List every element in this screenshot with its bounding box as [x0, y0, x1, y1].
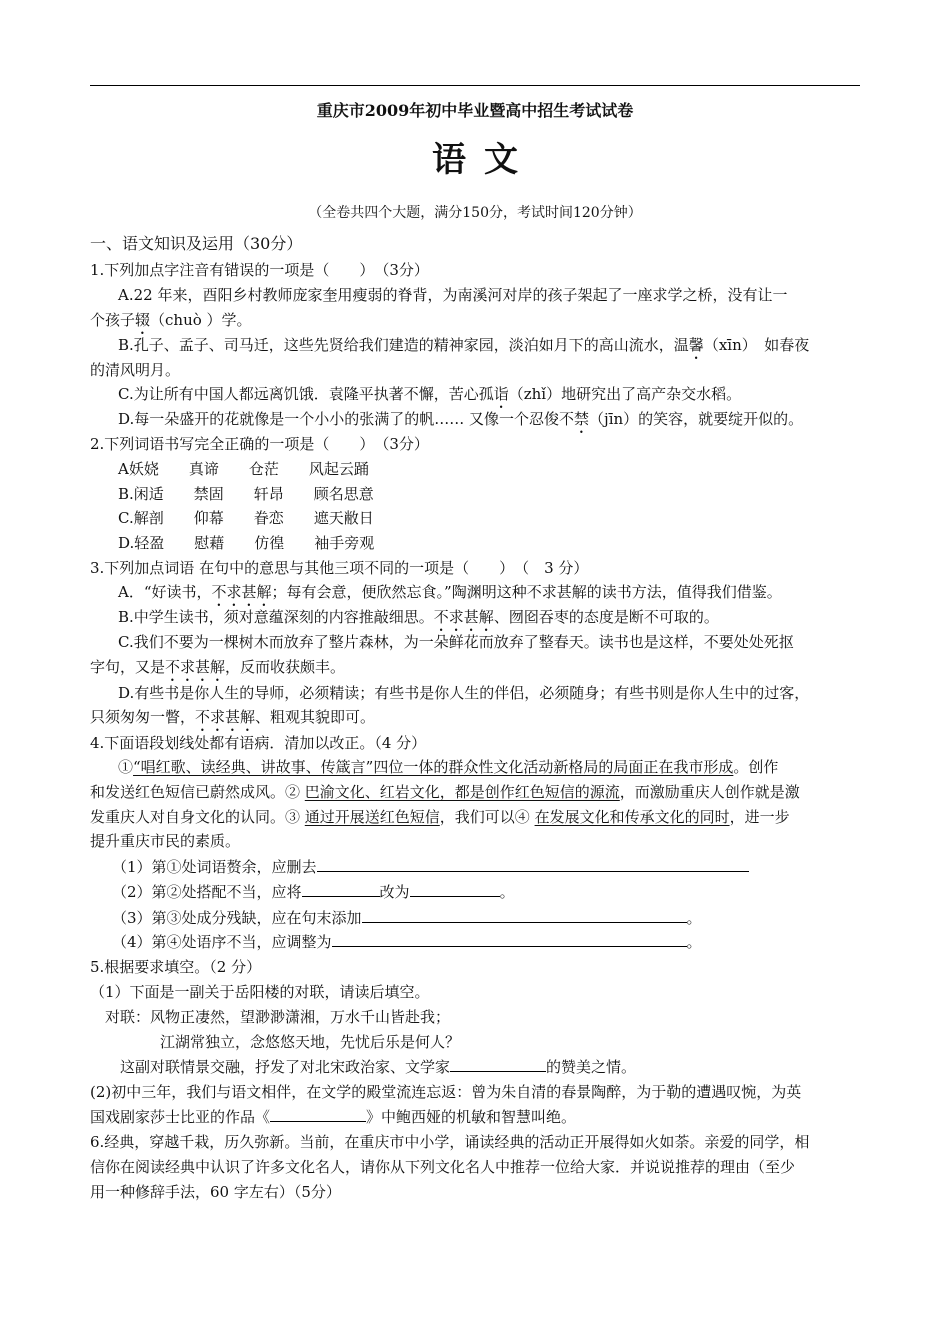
q4-stem: 4.下面语段划线处都有语病．清加以改正。（4 分）	[90, 734, 427, 752]
q4-passage-line2	[90, 782, 800, 802]
top-rule	[90, 85, 860, 86]
text: 国戏剧家莎士比亚的作品《	[90, 1108, 271, 1126]
answer-blank[interactable]	[450, 1057, 546, 1072]
text: 发重庆人对自身文化的认同。③	[90, 808, 305, 826]
text: （chuò ）学。	[150, 311, 252, 329]
text: 个孩子	[90, 311, 136, 329]
text: B.中学生读书，须对意蕴深刻的内容推敲细思。	[118, 608, 434, 626]
q4-passage-line4: 提升重庆市民的素质。	[90, 832, 241, 850]
text: 。创作	[733, 758, 779, 776]
q2-stem: 2.下列词语书写完全正确的一项是（ ） （3分）	[90, 435, 429, 453]
answer-blank[interactable]	[302, 882, 380, 897]
q4-sub2	[112, 882, 515, 902]
q2-option-a: A妖娆 真谛 仓茫 风起云踊	[118, 460, 369, 478]
subject-title: 语文	[432, 140, 536, 180]
text: 和发送红色短信已蔚然成风。②	[90, 783, 305, 801]
q3-option-a	[118, 582, 782, 610]
text: 改为	[379, 883, 410, 901]
q3-option-c-cont	[90, 657, 345, 685]
text: （2）第②处搭配不当，应将	[112, 883, 302, 901]
text: 这副对联情景交融，抒发了对北宋政治家、文学家	[120, 1058, 451, 1076]
text: C.为让所有中国人都远离饥饿．袁隆平执著不懈，苦心孤	[118, 385, 494, 403]
text: （4）第④处语序不当，应调整为	[112, 933, 332, 951]
text: （jīn）的笑容，就要绽开似的。	[589, 410, 804, 428]
dotted-word: 不求甚解	[195, 708, 256, 726]
q5-stem: 5.根据要求填空。（2 分）	[90, 958, 262, 976]
text: ，而激励重庆人创作就是激	[619, 783, 800, 801]
text: ，我们可以④	[439, 808, 535, 826]
q2-option-d: D.轻盈 慰藉 仿徨 袖手旁观	[118, 534, 375, 552]
q1-option-a: A.22 年来，酉阳乡村教师庞家奎用瘦弱的脊背，为南溪河对岸的孩子架起了一座求学之桥，没有让一	[118, 286, 788, 304]
q3-option-b	[118, 607, 719, 635]
q1-option-a-cont	[90, 310, 252, 338]
q6-line1: 6.经典，穿越千栽，历久弥新。当前，在重庆市中小学，诵读经典的活动正开展得如火如荼。亲爱的同学，相	[90, 1133, 810, 1151]
text: 》中鲍西娅的机敏和智慧叫绝。	[366, 1108, 577, 1126]
text: （3）第③处成分残缺，应在句末添加	[112, 909, 362, 927]
underlined-text: 通过开展送红色短信	[304, 808, 440, 826]
text: ，反而收获颇丰。	[225, 658, 346, 676]
text: 字句，又是	[90, 658, 166, 676]
text: ；每有会意，便欣然忘食。”陶渊明这种不求甚解的读书方法，值得我们借鉴。	[271, 583, 782, 601]
underlined-text: 在发展文化和传承文化的同时	[534, 808, 730, 826]
answer-blank[interactable]	[332, 932, 687, 947]
q3-option-d: D.有些书是你人生的导师，必须精读；有些书是你人生的伴侣，必须随身；有些书则是你人生中的过客，	[118, 684, 810, 702]
text: B.孔子、孟子、司马迁，这些先贤给我们建造的精神家园，淡泊如月下的高山流水，温	[118, 336, 689, 354]
q3-stem: 3.下列加点词语 在句中的意思与其他三项不同的一项是（ ） （ 3 分）	[90, 559, 589, 577]
q1-option-d	[118, 409, 803, 437]
text: （1）第①处词语赘余，应删去	[112, 858, 317, 876]
dotted-word: 不求甚解	[211, 583, 272, 601]
text: A．“好读书，	[118, 583, 212, 601]
q5-sub1: （1）下面是一副关于岳阳楼的对联，请读后填空。	[90, 983, 430, 1001]
section-title: 一、语文知识及运用（30分）	[90, 234, 303, 253]
answer-blank[interactable]	[410, 882, 500, 897]
underlined-text: 巴渝文化、红岩文化，都是创作红色短信的源流	[304, 783, 620, 801]
q5-sub2: (2)初中三年，我们与语文相伴，在文学的殿堂流连忘返：曾为朱自清的春景陶醉，为于勒的遭遇叹惋，为英	[90, 1083, 802, 1101]
q2-option-c: C.解剖 仰幕 眷恋 遮天敝日	[118, 509, 374, 527]
answer-blank[interactable]	[362, 908, 687, 923]
q2-option-b: B.闲适 禁固 轩昂 顾名思意	[118, 485, 374, 503]
answer-blank[interactable]	[270, 1107, 366, 1122]
q1-stem: 1.下列加点字注音有错误的一项是（ ） （3分）	[90, 261, 429, 279]
q1-option-c	[118, 384, 741, 412]
q5-fill-line	[120, 1057, 636, 1077]
exam-info: （全卷共四个大题，满分150分，考试时间120分钟）	[308, 205, 642, 221]
q4-sub4	[112, 932, 702, 952]
text: 。	[499, 883, 515, 901]
answer-blank[interactable]	[317, 857, 749, 872]
text: D.每一朵盛开的花就像是一个小小的张满了的帆…… 又像一个忍俊不	[118, 410, 575, 428]
q5-sub2-cont	[90, 1107, 576, 1127]
q3-option-d-cont	[90, 707, 375, 735]
text: 只须匆匆一瞥，	[90, 708, 196, 726]
text: 、粗观其貌即可。	[255, 708, 376, 726]
dotted-char: 诣	[493, 385, 509, 403]
dotted-word: 不求甚解	[165, 658, 226, 676]
q5-couplet-line2: 江湖常独立，念悠悠天地，先忧后乐是何人？	[160, 1033, 461, 1051]
exam-title: 重庆市2009年初中毕业暨高中招生考试试卷	[316, 101, 634, 120]
q1-option-b-cont: 的清风明月。	[90, 361, 181, 379]
q3-option-c: C.我们不要为一棵树木而放弃了整片森林，为一朵鲜花而放弃了整春天。读书也是这样，不要处处死抠	[118, 633, 794, 651]
text: （xīn） 如春夜	[703, 336, 810, 354]
text: 、囫囵吞枣的态度是断不可取的。	[493, 608, 719, 626]
text: 。	[686, 909, 702, 927]
q5-couplet-line1: 对联：风物正凄然，望渺渺潇湘，万水千山皆赴我；	[105, 1008, 451, 1026]
text: ①	[118, 758, 134, 776]
dotted-char: 禁	[574, 410, 590, 428]
q4-sub3	[112, 908, 702, 928]
q1-option-b	[118, 335, 809, 363]
text: 。	[686, 933, 702, 951]
q4-passage-line1	[118, 757, 778, 777]
underlined-text: “唱红歌、读经典、讲故事、传箴言”四位一体的群众性文化活动新格局的局面正在我市形成	[133, 758, 734, 776]
dotted-char: 辍	[135, 311, 151, 329]
q6-line2: 信你在阅读经典中认识了许多文化名人，请你从下列文化名人中推荐一位给大家．并说说推荐的理由（至少	[90, 1158, 796, 1176]
dotted-char: 馨	[688, 336, 704, 354]
text: 的赞美之情。	[546, 1058, 637, 1076]
text: （zhǐ）地研究出了高产杂交水稻。	[508, 385, 742, 403]
q4-sub1	[112, 857, 749, 877]
text: ，进一步	[729, 808, 790, 826]
dotted-word: 不求甚解	[433, 608, 494, 626]
q6-line3: 用一种修辞手法，60 字左右）（5分）	[90, 1183, 341, 1201]
q4-passage-line3	[90, 807, 790, 827]
